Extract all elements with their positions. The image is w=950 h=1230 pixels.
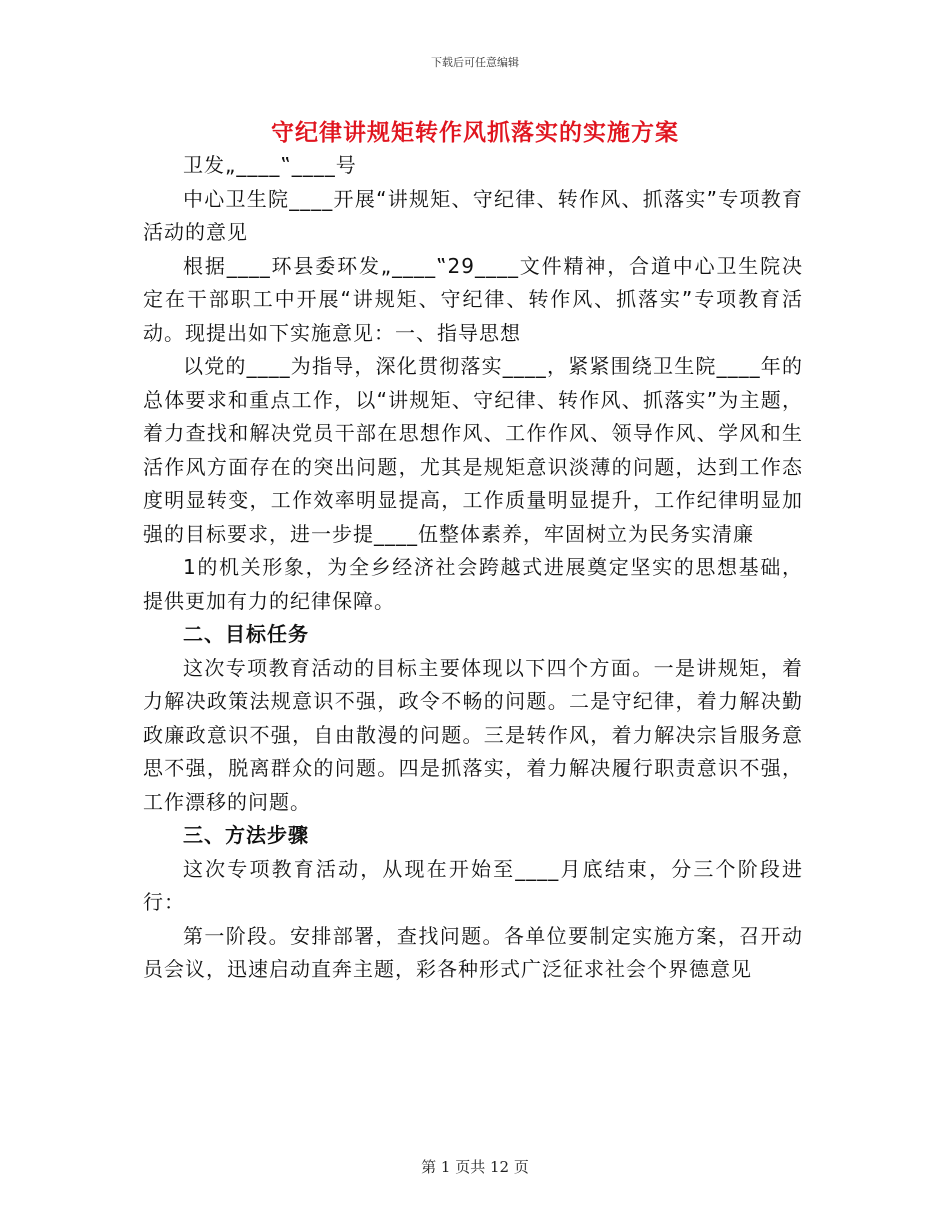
document-number: 卫发„____‟____号 [183, 153, 357, 177]
paragraph-methods: 这次专项教育活动，从现在开始至____月底结束，分三个阶段进行： [143, 856, 803, 914]
paragraph-phase-one: 第一阶段。安排部署，查找问题。各单位要制定实施方案，召开动员会议，迅速启动直奔主题，彩各种形式广泛征求社会个界德意见 [143, 923, 803, 981]
section-heading-methods: 三、方法步骤 [183, 823, 309, 847]
paragraph-goals: 这次专项教育活动的目标主要体现以下四个方面。一是讲规矩，着力解决政策法规意识不强，政令不畅的问题。二是守纪律，着力解决勤政廉政意识不强，自由散漫的问题。三是转作风，着力解决宗旨服务意思不强，脱离群众的问题。四是抓落实，着力解决履行职责意识不强，工作漂移的问题。 [143, 655, 803, 814]
document-body [143, 149, 803, 987]
page-number-footer: 第 1 页共 12 页 [421, 1158, 529, 1176]
page-header-note: 下载后可任意编辑 [431, 56, 519, 69]
paragraph-guiding-thought: 以党的____为指导，深化贯彻落实____，紧紧围绕卫生院____年的总体要求和重点工作，以“讲规矩、守纪律、转作风、抓落实”为主题，着力查找和解决党员干部在思想作风、工作作风、领导作风、学风和生活作风方面存在的突出问题，尤其是规矩意识淡薄的问题，达到工作态度明显转变，工作效率明显提高，工作质量明显提升，工作纪律明显加强的目标要求，进一步提____伍整体素养，牢固树立为民务实清廉 [143, 354, 803, 546]
document-title: 守纪律讲规矩转作风抓落实的实施方案 [271, 120, 679, 146]
paragraph-continuation: 1的机关形象，为全乡经济社会跨越式进展奠定坚实的思想基础，提供更加有力的纪律保障。 [143, 555, 803, 613]
paragraph-subject: 中心卫生院____开展“讲规矩、守纪律、转作风、抓落实”专项教育活动的意见 [143, 186, 803, 244]
section-heading-goals: 二、目标任务 [183, 622, 309, 646]
paragraph-basis: 根据____环县委环发„____‟29____文件精神，合道中心卫生院决定在干部职工中开展“讲规矩、守纪律、转作风、抓落实”专项教育活动。现提出如下实施意见：一、指导思想 [143, 253, 803, 345]
